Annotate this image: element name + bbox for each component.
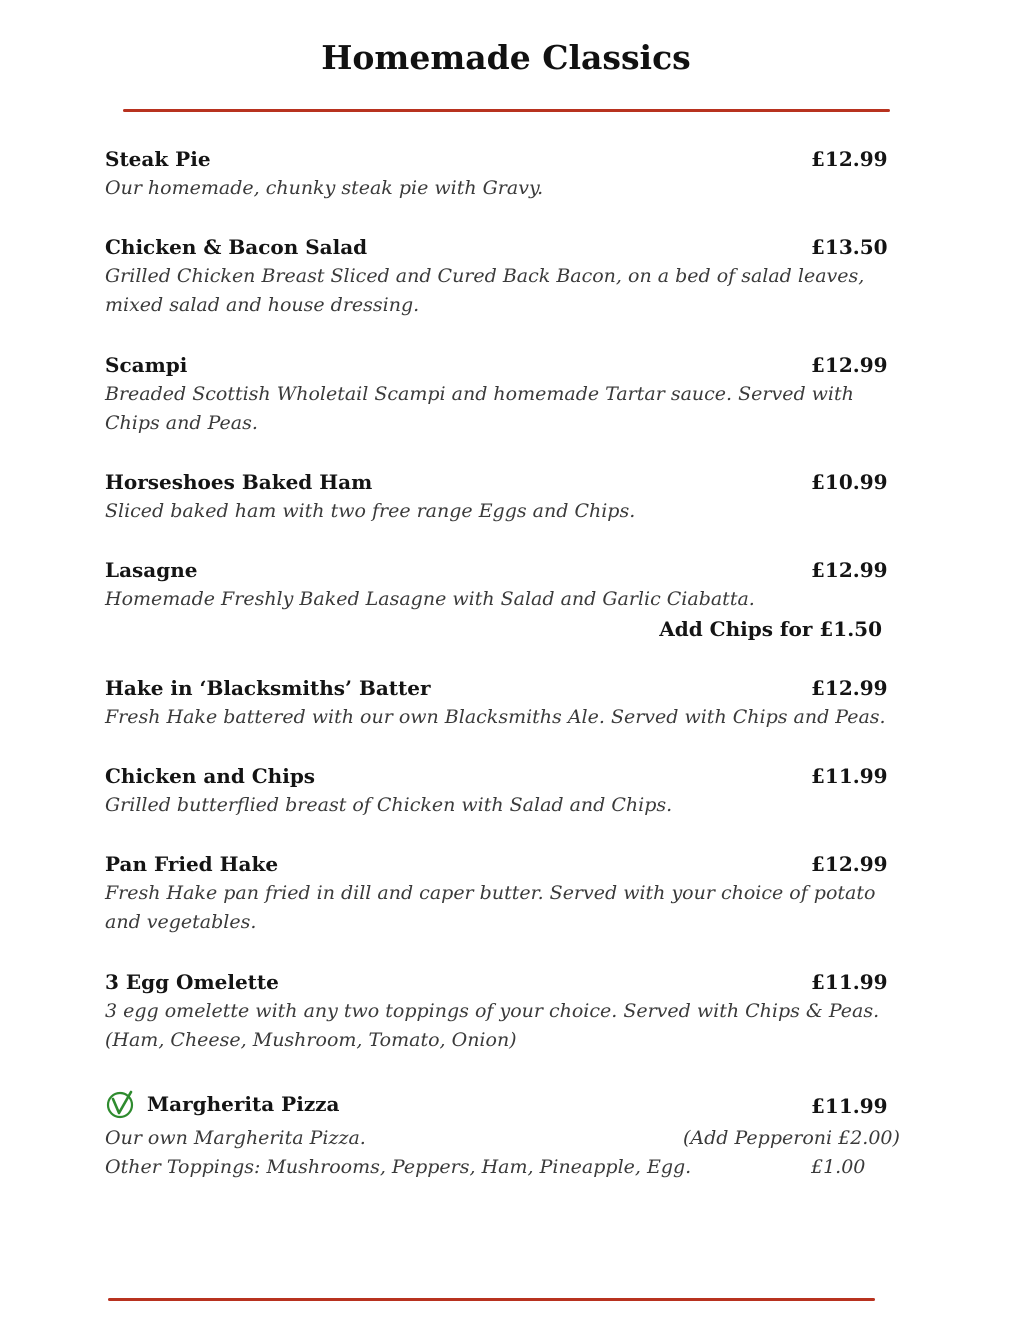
item-description: Sliced baked ham with two free range Eggs and Chips. <box>105 500 636 522</box>
menu-item-margherita-pizza <box>105 1093 895 1119</box>
vegetarian-icon <box>105 1089 135 1119</box>
menu-item-hake-batter <box>105 675 895 732</box>
add-chips-note: Add Chips for £1.50 <box>659 617 882 641</box>
item-price: £10.99 <box>811 470 888 494</box>
item-price: £13.50 <box>811 235 888 259</box>
item-description: 3 egg omelette with any two toppings of your choice. Served with Chips & Peas. (Ham, Cheese, Mushroom, Tomato, Onion) <box>105 1000 880 1051</box>
menu-item-steak-pie <box>105 146 895 203</box>
item-description: Our own Margherita Pizza. <box>105 1127 366 1149</box>
menu-item-lasagne <box>105 557 895 614</box>
item-description: Grilled Chicken Breast Sliced and Cured Back Bacon, on a bed of salad leaves, mixed salad and house dressing. <box>105 265 865 316</box>
page-title: Homemade Classics <box>321 38 691 77</box>
item-name: Steak Pie <box>105 147 211 171</box>
item-name: Lasagne <box>105 558 198 582</box>
item-name: Pan Fried Hake <box>105 852 279 876</box>
pepperoni-addon: (Add Pepperoni £2.00) <box>683 1127 900 1149</box>
bottom-divider <box>108 1298 875 1301</box>
item-name: Chicken and Chips <box>105 764 316 788</box>
item-description: Our homemade, chunky steak pie with Gravy. <box>105 177 544 199</box>
item-price: £12.99 <box>811 353 888 377</box>
item-description: Fresh Hake battered with our own Blacksmiths Ale. Served with Chips and Peas. <box>105 706 886 728</box>
item-description: Homemade Freshly Baked Lasagne with Salad and Garlic Ciabatta. <box>105 588 755 610</box>
menu-item-chicken-chips <box>105 763 895 820</box>
other-toppings: Other Toppings: Mushrooms, Peppers, Ham, Pineapple, Egg. <box>105 1156 692 1178</box>
item-description: Breaded Scottish Wholetail Scampi and homemade Tartar sauce. Served with Chips and Peas. <box>105 383 854 434</box>
item-price: £12.99 <box>811 147 888 171</box>
item-name: Scampi <box>105 353 188 377</box>
topping-price: £1.00 <box>811 1156 866 1178</box>
top-divider <box>123 109 890 112</box>
item-name: Margherita Pizza <box>147 1092 340 1116</box>
item-name: 3 Egg Omelette <box>105 970 279 994</box>
item-description: Grilled butterflied breast of Chicken with Salad and Chips. <box>105 794 673 816</box>
item-price: £12.99 <box>811 558 888 582</box>
item-price: £12.99 <box>811 852 888 876</box>
item-price: £12.99 <box>811 676 888 700</box>
item-name-row <box>105 1089 895 1119</box>
menu-item-scampi <box>105 352 895 438</box>
item-name: Horseshoes Baked Ham <box>105 470 373 494</box>
menu-item-pan-fried-hake <box>105 851 895 937</box>
menu-item-baked-ham <box>105 469 895 526</box>
menu-item-omelette <box>105 969 895 1055</box>
item-price: £11.99 <box>811 764 888 788</box>
item-name: Chicken & Bacon Salad <box>105 235 368 259</box>
item-price: £11.99 <box>811 1094 888 1118</box>
item-price: £11.99 <box>811 970 888 994</box>
item-name: Hake in ‘Blacksmiths’ Batter <box>105 676 431 700</box>
menu-item-chicken-bacon-salad <box>105 234 895 320</box>
item-description: Fresh Hake pan fried in dill and caper butter. Served with your choice of potato and vegetables. <box>105 882 876 933</box>
